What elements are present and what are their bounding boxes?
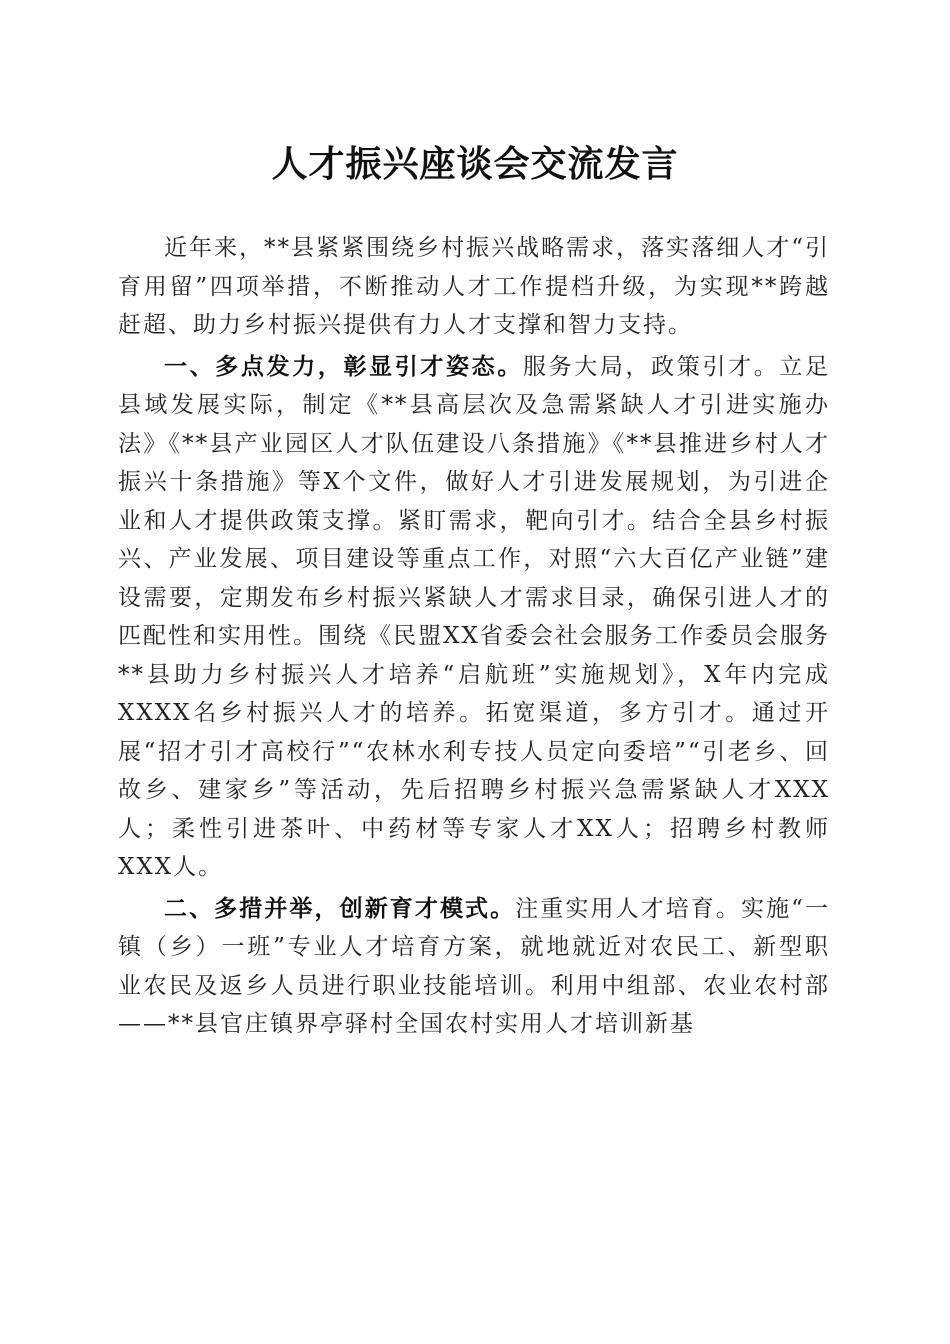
section-2-heading: 二、多措并举，创新育才模式。 <box>164 895 516 922</box>
section-2-text: 注重实用人才培育。实施“一镇（乡）一班”专业人才培育方案，就地就近对农民工、新型职业农民及返乡人员进行职业技能培训。利用中组部、农业农村部——**县官庄镇界亭驿村全国农村实用人才培训新基 <box>118 895 830 1037</box>
document-title: 人才振兴座谈会交流发言 <box>271 143 679 185</box>
section-2-paragraph <box>118 890 830 1044</box>
intro-paragraph: 近年来，**县紧紧围绕乡村振兴战略需求，落实落细人才“引育用留”四项举措，不断推动人才工作提档升级，为实现**跨越赶超、助力乡村振兴提供有力人才支撑和智力支持。 <box>118 235 830 338</box>
document-body <box>118 229 830 1047</box>
section-1-text: 服务大局，政策引才。立足县域发展实际，制定《**县高层次及急需紧缺人才引进实施办法》《**县产业园区人才队伍建设八条措施》《**县推进乡村人才振兴十条措施》等X个文件，做好人才引进发展规划，为引进企业和人才提供政策支撑。紧盯需求，靶向引才。结合全县乡村振兴、产业发展、项目建设等重点工作，对照“六大百亿产业链”建设需要，定期发布乡村振兴紧缺人才需求目录，确保引进人才的匹配性和实用性。围绕《民盟XX省委会社会服务工作委员会服务**县助力乡村振兴人才培养“启航班”实施规划》，X年内完成XXXX名乡村振兴人才的培养。拓宽渠道，多方引才。通过开展“招才引才高校行”“农林水利专技人员定向委培”“引老乡、回故乡、建家乡”等活动，先后招聘乡村振兴急需紧缺人才XXX人；柔性引进茶叶、中药材等专家人才XX人；招聘乡村教师XXX人。 <box>118 353 831 880</box>
section-1-heading: 一、多点发力，彰显引才姿态。 <box>164 353 523 380</box>
section-1-paragraph <box>118 348 830 887</box>
